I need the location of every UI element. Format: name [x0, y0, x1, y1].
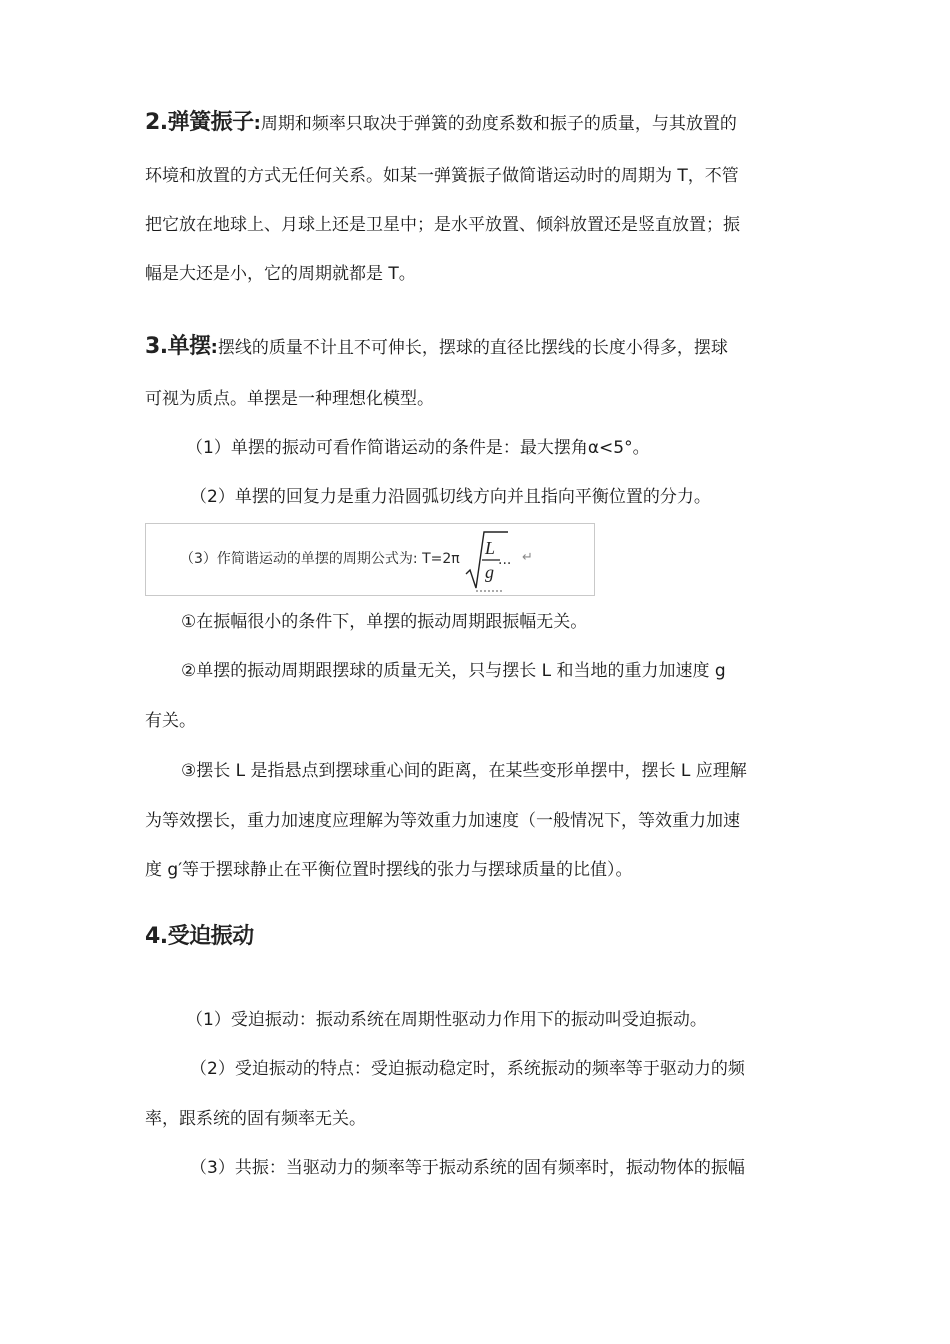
sec2-heading: 2.弹簧振子 — [145, 110, 254, 135]
sec2-text-1: 周期和频率只取决于弹簧的劲度系数和振子的质量，与其放置的 — [260, 114, 737, 134]
sec3-note-2a: ②单摆的振动周期跟摆球的质量无关，只与摆长 L 和当地的重力加速度 g — [181, 661, 726, 681]
sec3-colon: : — [210, 337, 218, 358]
formula-text: （3）作简谐运动的单摆的周期公式为: T=2π — [180, 551, 460, 567]
sec3-first-line — [145, 334, 825, 361]
period-formula-image — [145, 523, 595, 596]
sec4-point-2a: （2）受迫振动的特点：受迫振动稳定时，系统振动的频率等于驱动力的频 — [190, 1059, 745, 1079]
sec3-heading: 3.单摆 — [145, 334, 211, 359]
return-mark-icon: ↵ — [522, 550, 533, 565]
sec4-point-2b: 率，跟系统的固有频率无关。 — [145, 1109, 366, 1129]
sec2-text-3: 把它放在地球上、月球上还是卫星中；是水平放置、倾斜放置还是竖直放置；振 — [145, 215, 740, 235]
sec4-point-1: （1）受迫振动：振动系统在周期性驱动力作用下的振动叫受迫振动。 — [186, 1010, 707, 1030]
sec2-first-line — [145, 110, 825, 137]
sec2-text-2: 环境和放置的方式无任何关系。如某一弹簧振子做简谐运动时的周期为 T，不管 — [145, 166, 739, 186]
sec2-text-4: 幅是大还是小，它的周期就都是 T。 — [145, 264, 416, 284]
numerator-L: L — [485, 538, 496, 558]
sec3-note-2b: 有关。 — [145, 711, 196, 731]
sec2-colon: : — [253, 113, 261, 134]
sec3-point-2: （2）单摆的回复力是重力沿圆弧切线方向并且指向平衡位置的分力。 — [190, 487, 711, 507]
sec4-point-3: （3）共振：当驱动力的频率等于振动系统的固有频率时，振动物体的振幅 — [190, 1158, 745, 1178]
sec3-note-3c: 度 g′等于摆球静止在平衡位置时摆线的张力与摆球质量的比值）。 — [145, 860, 633, 880]
sec3-note-1: ①在振幅很小的条件下，单摆的振动周期跟振幅无关。 — [181, 612, 588, 632]
sec3-text-1: 摆线的质量不计且不可伸长，摆球的直径比摆线的长度小得多，摆球 — [217, 338, 728, 358]
sec3-text-2: 可视为质点。单摆是一种理想化模型。 — [145, 389, 434, 409]
sec4-heading: 4.受迫振动 — [145, 924, 254, 949]
denominator-g: g — [485, 562, 494, 582]
sec3-point-1: （1）单摆的振动可看作简谐运动的条件是：最大摆角α<5°。 — [186, 438, 650, 458]
formula-dots: ... — [498, 552, 512, 568]
sec3-note-3b: 为等效摆长，重力加速度应理解为等效重力加速度（一般情况下，等效重力加速 — [145, 811, 740, 831]
sec3-note-3a: ③摆长 L 是指悬点到摆球重心间的距离，在某些变形单摆中，摆长 L 应理解 — [181, 761, 747, 781]
